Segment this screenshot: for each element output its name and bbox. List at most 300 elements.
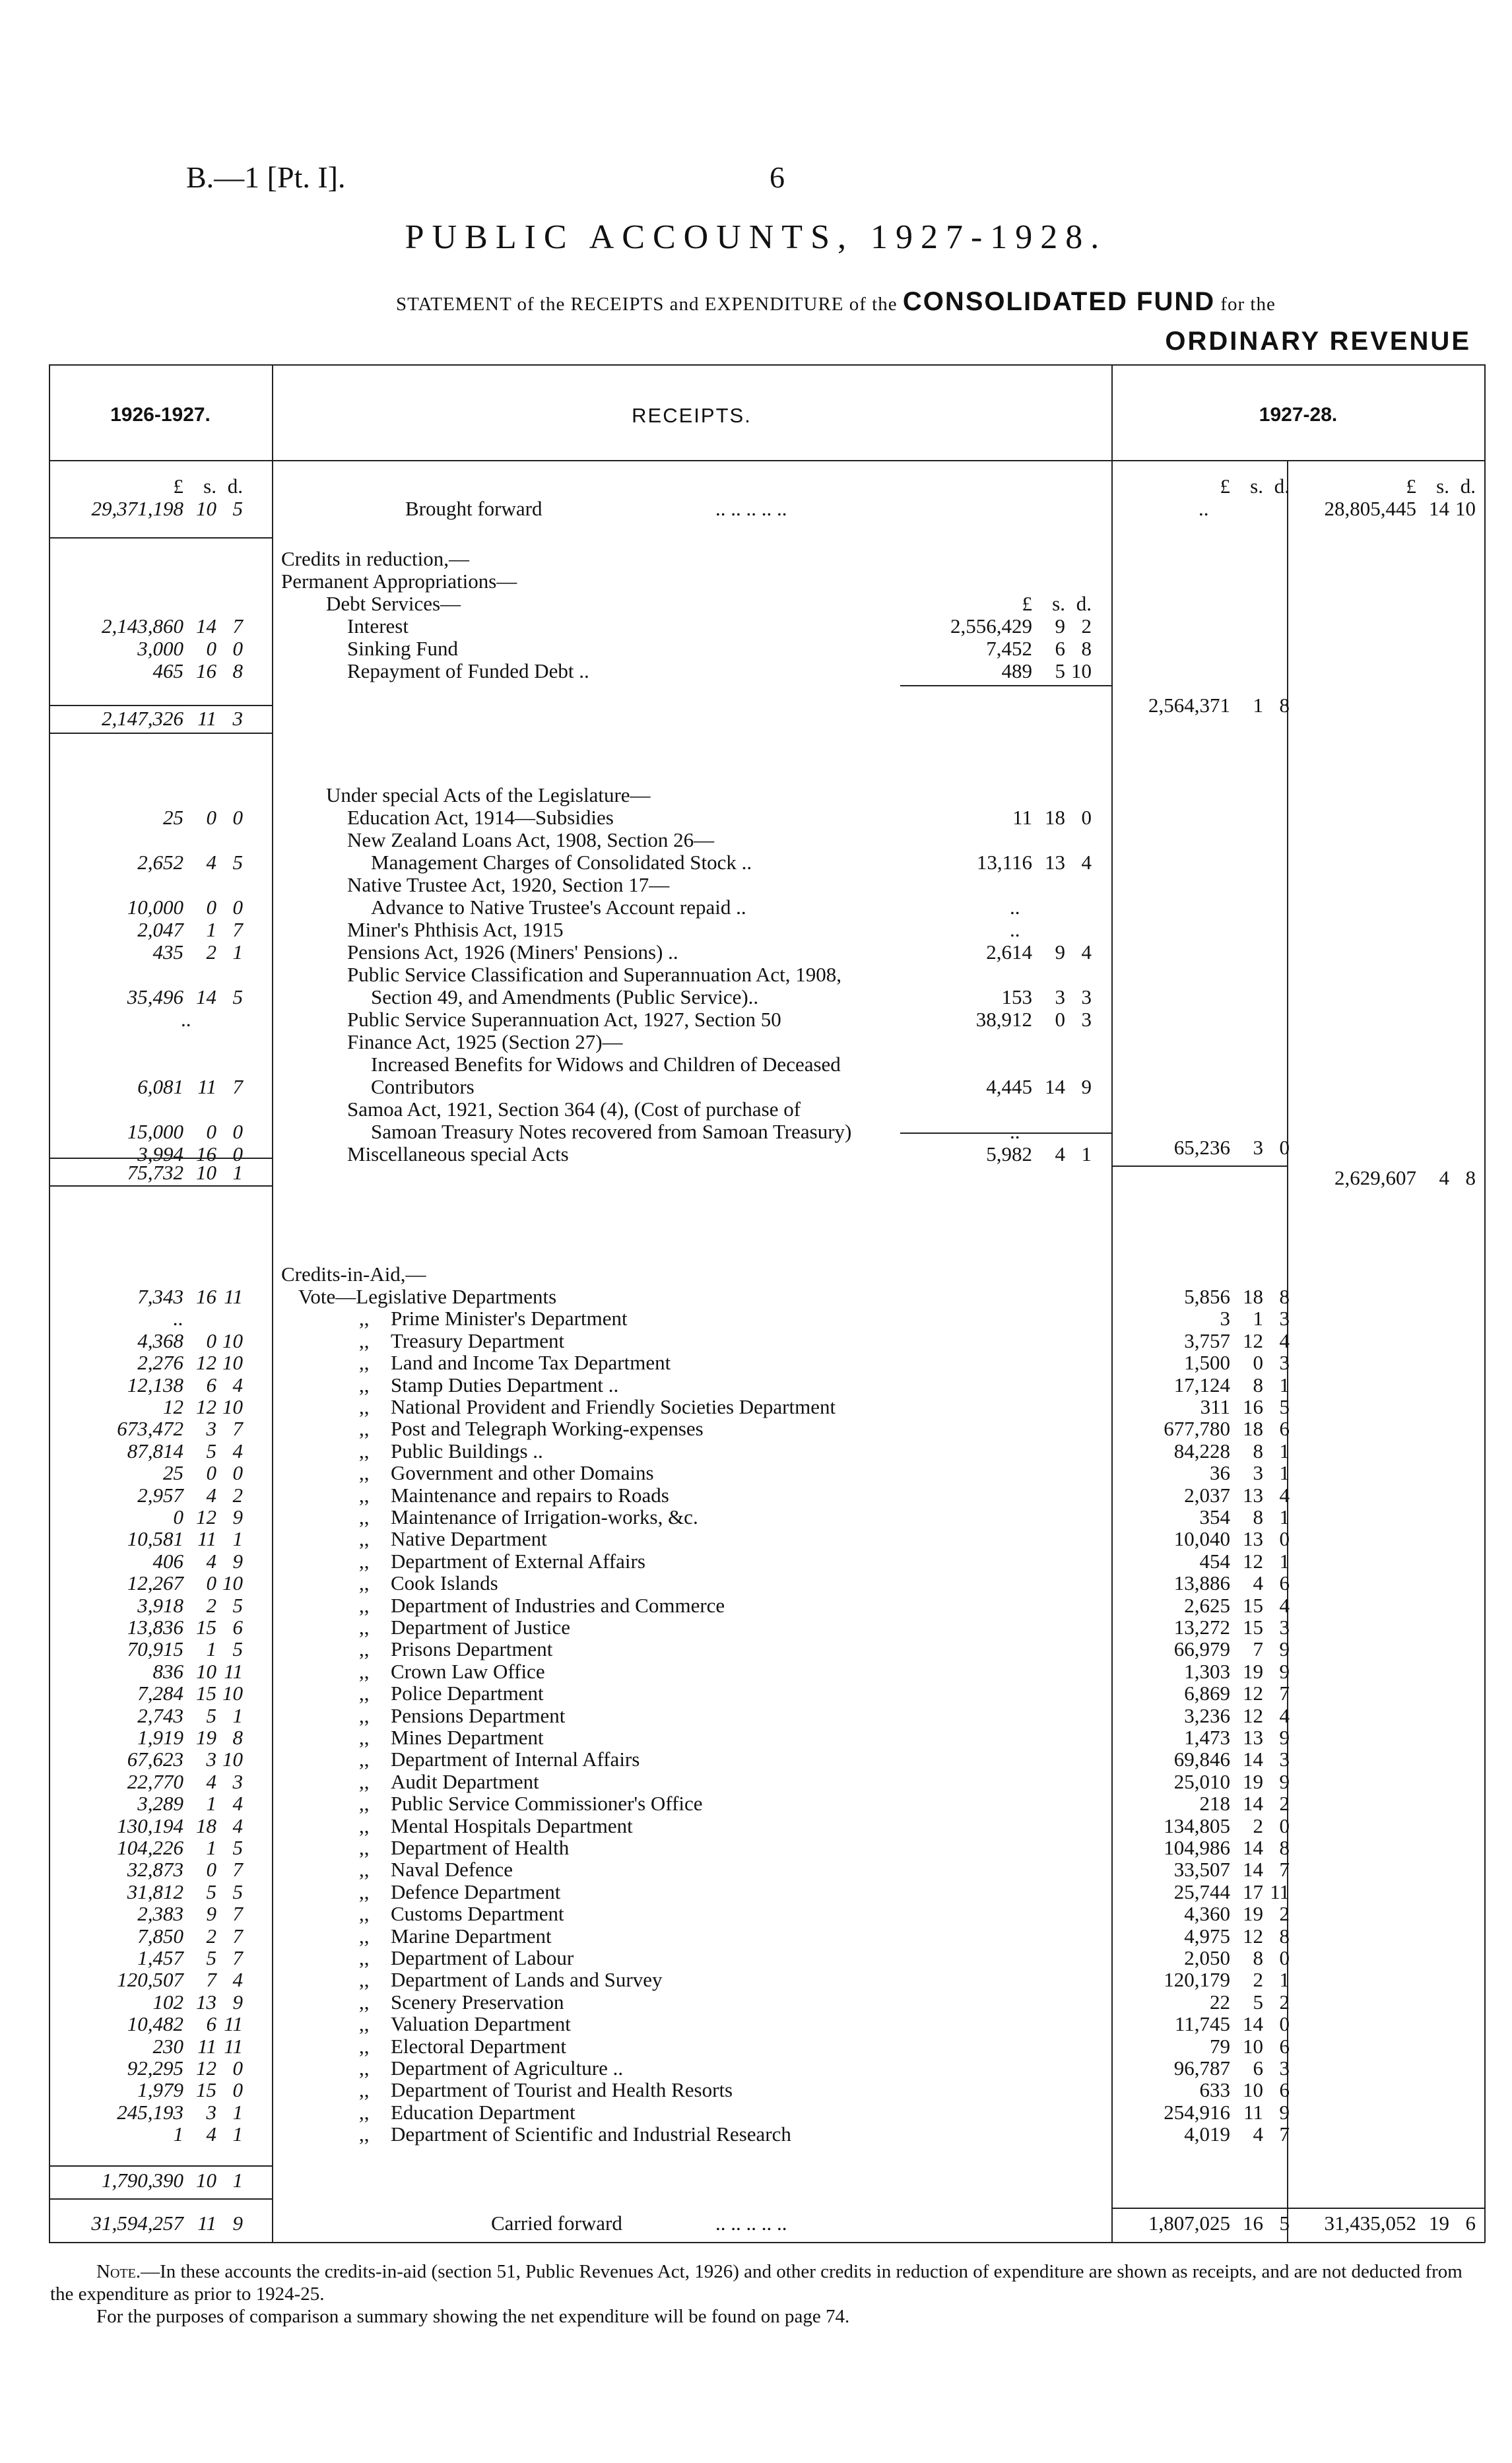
- aid-curr-11-pounds: 10,040: [1173, 1527, 1230, 1551]
- aid-prev-12: [51, 1550, 243, 1573]
- aid-curr-17: [1098, 1660, 1290, 1683]
- special-sub-9: [900, 1008, 1092, 1031]
- aid-prev-14-shillings: 2: [206, 1593, 216, 1617]
- aid-curr-15-shillings: 15: [1243, 1616, 1263, 1639]
- special-prev-rule-2: [49, 1185, 272, 1187]
- debt-prev-2-pence: 8: [232, 659, 243, 682]
- currency-outer: [1284, 475, 1476, 498]
- aid-prev-11-pence: 1: [232, 1527, 243, 1551]
- aid-curr-24-shillings: 2: [1253, 1814, 1263, 1837]
- debt-prev-rule-2: [49, 733, 272, 734]
- note-lead: Note.: [96, 2261, 141, 2282]
- aid-curr-17-shillings: 19: [1243, 1659, 1263, 1683]
- aid-curr-30-shillings: 8: [1253, 1946, 1263, 1969]
- aid-prev-16-shillings: 1: [206, 1637, 216, 1661]
- special-sub-8-pounds: 153: [1001, 985, 1032, 1008]
- special-prev-4-shillings: 0: [206, 896, 216, 919]
- special-prev-5: [51, 919, 243, 941]
- aid-prev-rule-2: [49, 2198, 272, 2200]
- special-sub-2-pence: 4: [1081, 851, 1092, 874]
- special-prev-5-pence: 7: [232, 918, 243, 941]
- aid-prev-30-pence: 7: [232, 1946, 243, 1969]
- aid-ditto-27: ,,: [359, 1880, 370, 1903]
- aid-prev-26-pounds: 32,873: [127, 1858, 183, 1882]
- aid-label-6: Post and Telegraph Working-expenses: [391, 1417, 704, 1441]
- aid-curr-29-pence: 8: [1279, 1924, 1290, 1948]
- aid-prev-0-pounds: 7,343: [137, 1285, 183, 1308]
- special-line-8: Section 49, and Amendments (Public Service)..: [371, 985, 759, 1008]
- perm-heading: Permanent Appropriations—: [281, 570, 517, 593]
- credits-heading: Credits in reduction,—: [281, 547, 469, 570]
- aid-curr-25-pence: 8: [1279, 1836, 1290, 1859]
- aid-label-27: Defence Department: [391, 1880, 561, 1903]
- debt-label-0: Interest: [347, 614, 409, 638]
- aid-ditto-30: ,,: [359, 1946, 370, 1969]
- special-prev-0: [51, 806, 243, 829]
- aid-curr-13-pence: 6: [1279, 1571, 1290, 1595]
- aid-curr-10: [1098, 1506, 1290, 1528]
- special-sub-15-shillings: 4: [1055, 1142, 1065, 1166]
- special-line-1: New Zealand Loans Act, 1908, Section 26—: [347, 828, 715, 851]
- special-sub-2: [900, 851, 1092, 874]
- aid-prev-36: [51, 2079, 243, 2101]
- aid-prev-22-shillings: 4: [206, 1769, 216, 1793]
- aid-curr-31-pounds: 120,179: [1164, 1968, 1230, 1992]
- special-sub-0: [900, 806, 1092, 829]
- aid-curr-5-shillings: 16: [1243, 1395, 1263, 1418]
- currency-inner-pence: d.: [1274, 475, 1290, 498]
- aid-prev-24-shillings: 18: [196, 1814, 216, 1837]
- aid-prev-3-shillings: 12: [196, 1351, 216, 1375]
- aid-prev-24-pounds: 130,194: [117, 1814, 183, 1837]
- aid-prev-17-shillings: 10: [196, 1659, 216, 1683]
- cf-prev-pounds: 31,594,257: [91, 2212, 183, 2235]
- aid-prev-4: [51, 1374, 243, 1396]
- aid-curr-13-pounds: 13,886: [1173, 1571, 1230, 1595]
- top-rule: [49, 364, 1485, 366]
- special-line-5: Miner's Phthisis Act, 1915: [347, 918, 564, 941]
- aid-prev-29: [51, 1925, 243, 1948]
- aid-prev-4-pence: 4: [232, 1373, 243, 1396]
- aid-prev-5-pounds: 12: [163, 1395, 183, 1418]
- special-sub-rule: [900, 1133, 1111, 1134]
- aid-curr-28-pounds: 4,360: [1184, 1902, 1230, 1926]
- aid-prev-31: [51, 1969, 243, 1991]
- currency-inner-shillings: s.: [1250, 475, 1263, 498]
- aid-curr-21-shillings: 14: [1243, 1748, 1263, 1771]
- currency-sub-pence: d.: [1076, 592, 1092, 615]
- aid-curr-9-pounds: 2,037: [1184, 1483, 1230, 1507]
- currency-sub-shillings: s.: [1052, 592, 1065, 615]
- aid-curr-5: [1098, 1396, 1290, 1418]
- aid-label-13: Cook Islands: [391, 1571, 498, 1595]
- aid-curr-5-pence: 5: [1279, 1395, 1290, 1418]
- aid-curr-32-pence: 2: [1279, 1990, 1290, 2014]
- aid-prev-15-pence: 6: [232, 1616, 243, 1639]
- aid-curr-14-pence: 4: [1279, 1593, 1290, 1617]
- aid-curr-26: [1098, 1858, 1290, 1881]
- aid-prev-32-pounds: 102: [152, 1990, 183, 2014]
- aid-curr-27-shillings: 17: [1243, 1880, 1263, 1903]
- debt-sub-0-pounds: 2,556,429: [950, 614, 1032, 638]
- aid-ditto-20: ,,: [359, 1726, 370, 1749]
- special-prev-0-pounds: 25: [163, 806, 183, 829]
- aid-label-26: Naval Defence: [391, 1858, 513, 1882]
- aid-curr-35-shillings: 6: [1253, 2056, 1263, 2080]
- aid-label-25: Department of Health: [391, 1836, 570, 1859]
- special-prev-total: [51, 1162, 243, 1184]
- aid-curr-37-pounds: 254,916: [1164, 2100, 1230, 2124]
- special-sub-9-shillings: 0: [1055, 1008, 1065, 1031]
- bf-outer-shillings: 14: [1429, 497, 1449, 520]
- aid-prev-5: [51, 1396, 243, 1418]
- aid-curr-25-pounds: 104,986: [1164, 1836, 1230, 1859]
- special-sub-8-pence: 3: [1081, 985, 1092, 1008]
- aid-prev-34-pence: 11: [224, 2034, 243, 2058]
- aid-label-7: Public Buildings ..: [391, 1439, 543, 1462]
- currency-prev-pence: d.: [227, 475, 243, 498]
- cf-prev-shillings: 11: [197, 2212, 216, 2235]
- aid-curr-15-pounds: 13,272: [1173, 1616, 1230, 1639]
- aid-ditto-36: ,,: [359, 2078, 370, 2102]
- bf-outer-pounds: 28,805,445: [1324, 497, 1416, 520]
- special-line-13: Samoa Act, 1921, Section 364 (4), (Cost of purchase of: [347, 1098, 801, 1121]
- aid-prev-0: [51, 1286, 243, 1308]
- aid-curr-6-shillings: 18: [1243, 1417, 1263, 1441]
- aid-curr-38-shillings: 4: [1253, 2122, 1263, 2146]
- debt-total-pence: 8: [1279, 694, 1290, 717]
- aid-prev-15-pounds: 13,836: [127, 1616, 183, 1639]
- aid-curr-16-shillings: 7: [1253, 1637, 1263, 1661]
- aid-prev-28: [51, 1903, 243, 1925]
- aid-curr-12-pence: 1: [1279, 1549, 1290, 1573]
- special-prev-6-pence: 1: [232, 940, 243, 964]
- special-line-4: Advance to Native Trustee's Account repaid ..: [371, 896, 746, 919]
- aid-curr-34: [1098, 2035, 1290, 2058]
- debt-prev-2-pounds: 465: [152, 659, 183, 682]
- debt-prev-0: [51, 615, 243, 638]
- debt-sub-2-pence: 10: [1071, 659, 1092, 682]
- aid-label-3: Land and Income Tax Department: [391, 1351, 671, 1375]
- aid-curr-11-pence: 0: [1279, 1527, 1290, 1551]
- cf-prev: [51, 2212, 243, 2235]
- currency-sub: [900, 593, 1092, 615]
- special-line-7: Public Service Classification and Superannuation Act, 1908,: [347, 963, 842, 986]
- aid-ditto-7: ,,: [359, 1439, 370, 1462]
- aid-curr-1: [1098, 1307, 1290, 1330]
- aid-prev-2-shillings: 0: [206, 1329, 216, 1352]
- aid-prev-28-shillings: 9: [206, 1902, 216, 1926]
- debt-sub-1-pounds: 7,452: [986, 637, 1032, 660]
- aid-prev-total: [51, 2169, 243, 2192]
- aid-ditto-6: ,,: [359, 1417, 370, 1441]
- col-curr-year: 1927-28.: [1259, 404, 1338, 426]
- special-sub-15-pence: 1: [1081, 1142, 1092, 1166]
- aid-prev-10-pence: 9: [232, 1505, 243, 1528]
- cf-outer-pounds: 31,435,052: [1324, 2212, 1416, 2235]
- special-prev-15-pounds: 3,994: [137, 1142, 183, 1166]
- aid-prev-35-pence: 0: [232, 2056, 243, 2080]
- aid-prev-7-shillings: 5: [206, 1439, 216, 1462]
- aid-prev-7-pounds: 87,814: [127, 1439, 183, 1462]
- aid-ditto-29: ,,: [359, 1924, 370, 1948]
- bf-prev-shillings: 10: [196, 497, 216, 520]
- aid-prev-27-shillings: 5: [206, 1880, 216, 1903]
- aid-prev-1-value: ..: [173, 1307, 183, 1330]
- aid-curr-18: [1098, 1682, 1290, 1705]
- aid-label-14: Department of Industries and Commerce: [391, 1593, 725, 1617]
- special-prev-5-shillings: 1: [206, 918, 216, 941]
- special-prev-total-pounds: 75,732: [127, 1161, 183, 1184]
- bf-label: Brought forward: [405, 497, 542, 520]
- special-prev-6: [51, 941, 243, 964]
- aid-prev-22-pence: 3: [232, 1769, 243, 1793]
- special-prev-8: [51, 986, 243, 1008]
- aid-prev-20: [51, 1726, 243, 1749]
- debt-prev-0-pence: 7: [232, 614, 243, 638]
- aid-prev-10-pounds: 0: [173, 1505, 183, 1528]
- cf-outer-shillings: 19: [1429, 2212, 1449, 2235]
- aid-prev-6-pence: 7: [232, 1417, 243, 1441]
- aid-curr-8-pence: 1: [1279, 1461, 1290, 1485]
- aid-prev-18: [51, 1682, 243, 1705]
- aid-curr-1-pounds: 3: [1220, 1307, 1230, 1330]
- aid-curr-9-shillings: 13: [1243, 1483, 1263, 1507]
- aid-ditto-15: ,,: [359, 1616, 370, 1639]
- debt-prev-0-pounds: 2,143,860: [102, 614, 183, 638]
- aid-curr-36-pence: 6: [1279, 2078, 1290, 2102]
- debt-prev-1-shillings: 0: [206, 637, 216, 660]
- aid-curr-14-pounds: 2,625: [1184, 1593, 1230, 1617]
- special-prev-12: [51, 1076, 243, 1098]
- aid-label-5: National Provident and Friendly Societies Department: [391, 1395, 836, 1418]
- aid-curr-33-pence: 0: [1279, 2012, 1290, 2036]
- special-line-3: Native Trustee Act, 1920, Section 17—: [347, 873, 670, 896]
- aid-prev-29-shillings: 2: [206, 1924, 216, 1948]
- aid-curr-19-shillings: 12: [1243, 1703, 1263, 1727]
- aid-label-10: Maintenance of Irrigation-works, &c.: [391, 1505, 698, 1528]
- aid-prev-34-pounds: 230: [152, 2034, 183, 2058]
- aid-prev-4-shillings: 6: [206, 1373, 216, 1396]
- aid-prev-38-shillings: 4: [206, 2122, 216, 2146]
- aid-curr-3-pounds: 1,500: [1184, 1351, 1230, 1375]
- currency-prev-shillings: s.: [203, 475, 216, 498]
- aid-prev-37-pounds: 245,193: [117, 2100, 183, 2124]
- aid-prev-37-shillings: 3: [206, 2100, 216, 2124]
- special-sub-dots-5: ..: [1010, 918, 1020, 941]
- special-line-11: Increased Benefits for Widows and Children of Deceased: [371, 1053, 841, 1076]
- aid-curr-11-shillings: 13: [1243, 1527, 1263, 1551]
- aid-label-1: Prime Minister's Department: [391, 1307, 628, 1330]
- aid-curr-22-shillings: 19: [1243, 1769, 1263, 1793]
- aid-curr-28: [1098, 1903, 1290, 1925]
- aid-prev-rule: [49, 2165, 272, 2167]
- aid-curr-30-pence: 0: [1279, 1946, 1290, 1969]
- aid-prev-12-pence: 9: [232, 1549, 243, 1573]
- aid-prev-3-pence: 10: [222, 1351, 243, 1375]
- bf-prev: [51, 498, 243, 520]
- aid-curr-34-pounds: 79: [1210, 2034, 1230, 2058]
- aid-curr-16-pence: 9: [1279, 1637, 1290, 1661]
- aid-prev-25-pounds: 104,226: [117, 1836, 183, 1859]
- aid-prev-35-shillings: 12: [196, 2056, 216, 2080]
- debt-prev-2: [51, 660, 243, 682]
- aid-prev-30-shillings: 5: [206, 1946, 216, 1969]
- aid-curr-38-pence: 7: [1279, 2122, 1290, 2146]
- special-prev-5-pounds: 2,047: [137, 918, 183, 941]
- aid-prev-3-pounds: 2,276: [137, 1351, 183, 1375]
- aid-curr-33: [1098, 2013, 1290, 2035]
- aid-prev-11: [51, 1528, 243, 1550]
- special-prev-6-pounds: 435: [152, 940, 183, 964]
- aid-ditto-34: ,,: [359, 2034, 370, 2058]
- aid-label-15: Department of Justice: [391, 1616, 571, 1639]
- aid-prev-11-shillings: 11: [197, 1527, 216, 1551]
- rule-right: [1484, 364, 1486, 2243]
- aid-curr-35: [1098, 2057, 1290, 2080]
- aid-curr-16: [1098, 1638, 1290, 1660]
- aid-label-12: Department of External Affairs: [391, 1549, 645, 1573]
- aid-ditto-14: ,,: [359, 1593, 370, 1617]
- aid-prev-19-shillings: 5: [206, 1703, 216, 1727]
- special-prev-2-pence: 5: [232, 851, 243, 874]
- aid-ditto-23: ,,: [359, 1792, 370, 1816]
- aid-curr-31-shillings: 2: [1253, 1968, 1263, 1992]
- aid-prev-19-pounds: 2,743: [137, 1703, 183, 1727]
- special-sub-15-pounds: 5,982: [986, 1142, 1032, 1166]
- aid-prev-9-pounds: 2,957: [137, 1483, 183, 1507]
- currency-inner: [1098, 475, 1290, 498]
- special-prev-6-shillings: 2: [206, 940, 216, 964]
- aid-curr-30: [1098, 1947, 1290, 1969]
- special-total-shillings: 3: [1253, 1136, 1263, 1159]
- aid-curr-23: [1098, 1792, 1290, 1815]
- aid-ditto-2: ,,: [359, 1329, 370, 1352]
- debt-prev-2-shillings: 16: [196, 659, 216, 682]
- statement-suffix: for the: [1220, 294, 1276, 315]
- aid-curr-22-pence: 9: [1279, 1769, 1290, 1793]
- debt-label-2: Repayment of Funded Debt ..: [347, 659, 589, 682]
- aid-curr-23-shillings: 14: [1243, 1792, 1263, 1816]
- special-sub-15: [900, 1143, 1092, 1166]
- aid-prev-2-pence: 10: [222, 1329, 243, 1352]
- aid-curr-27-pounds: 25,744: [1173, 1880, 1230, 1903]
- aid-prev-20-pence: 8: [232, 1726, 243, 1749]
- aid-prev-2: [51, 1330, 243, 1352]
- debt-prev-1: [51, 638, 243, 660]
- aid-prev-2-pounds: 4,368: [137, 1329, 183, 1352]
- aid-prev-17-pence: 11: [224, 1659, 243, 1683]
- aid-curr-20-pence: 9: [1279, 1726, 1290, 1749]
- aid-curr-10-pence: 1: [1279, 1505, 1290, 1528]
- aid-prev-8-pence: 0: [232, 1461, 243, 1485]
- aid-curr-0-pence: 8: [1279, 1285, 1290, 1308]
- special-prev-14-shillings: 0: [206, 1120, 216, 1143]
- footnote: [50, 2260, 1489, 2328]
- aid-prev-27-pence: 5: [232, 1880, 243, 1903]
- special-sub-0-pounds: 11: [1012, 806, 1032, 829]
- debt-prev-total-pounds: 2,147,326: [102, 707, 183, 730]
- special-sub-12: [900, 1076, 1092, 1098]
- aid-prev-31-shillings: 7: [206, 1968, 216, 1992]
- aid-label-8: Government and other Domains: [391, 1461, 654, 1485]
- aid-label-36: Department of Tourist and Health Resorts: [391, 2078, 733, 2102]
- cf-label: Carried forward: [491, 2212, 622, 2235]
- special-grand-shillings: 4: [1439, 1166, 1449, 1189]
- aid-curr-31-pence: 1: [1279, 1968, 1290, 1992]
- aid-curr-11: [1098, 1528, 1290, 1550]
- special-sub-6: [900, 941, 1092, 964]
- aid-prev-12-shillings: 4: [206, 1549, 216, 1573]
- aid-prev-37: [51, 2101, 243, 2124]
- aid-prev-25: [51, 1837, 243, 1859]
- aid-curr-29-pounds: 4,975: [1184, 1924, 1230, 1948]
- statement-prefix: STATEMENT of the RECEIPTS and EXPENDITURE of the: [396, 294, 898, 315]
- special-line-6: Pensions Act, 1926 (Miners' Pensions) ..: [347, 940, 678, 964]
- aid-ditto-31: ,,: [359, 1968, 370, 1992]
- aid-curr-26-shillings: 14: [1243, 1858, 1263, 1882]
- special-total: [1098, 1136, 1290, 1159]
- aid-curr-24: [1098, 1815, 1290, 1837]
- aid-prev-22-pounds: 22,770: [127, 1769, 183, 1793]
- aid-label-30: Department of Labour: [391, 1946, 574, 1969]
- bf-outer-pence: 10: [1455, 497, 1476, 520]
- aid-curr-0-shillings: 18: [1243, 1285, 1263, 1308]
- aid-prev-total-pence: 1: [232, 2168, 243, 2192]
- aid-prev-21: [51, 1748, 243, 1771]
- debt-prev-total-pence: 3: [232, 707, 243, 730]
- aid-curr-18-shillings: 12: [1243, 1682, 1263, 1705]
- debt-sub-2-pounds: 489: [1001, 659, 1032, 682]
- aid-prev-32-pence: 9: [232, 1990, 243, 2014]
- aid-label-35: Department of Agriculture ..: [391, 2056, 624, 2080]
- debt-heading: Debt Services—: [326, 592, 461, 615]
- aid-prev-4-pounds: 12,138: [127, 1373, 183, 1396]
- aid-ditto-22: ,,: [359, 1769, 370, 1793]
- aid-curr-37-shillings: 11: [1243, 2100, 1263, 2124]
- aid-prev-5-shillings: 12: [196, 1395, 216, 1418]
- aid-prev-24: [51, 1815, 243, 1837]
- aid-curr-22: [1098, 1771, 1290, 1793]
- aid-prev-35: [51, 2057, 243, 2080]
- aid-label-32: Scenery Preservation: [391, 1990, 564, 2014]
- special-sub-6-shillings: 9: [1055, 940, 1065, 964]
- cf-prev-pence: 9: [232, 2212, 243, 2235]
- aid-ditto-28: ,,: [359, 1902, 370, 1926]
- aid-curr-1-pence: 3: [1279, 1307, 1290, 1330]
- aid-curr-25: [1098, 1837, 1290, 1859]
- aid-ditto-33: ,,: [359, 2012, 370, 2036]
- aid-prev-19-pence: 1: [232, 1703, 243, 1727]
- aid-prev-7-pence: 4: [232, 1439, 243, 1462]
- aid-prev-29-pence: 7: [232, 1924, 243, 1948]
- aid-prev-28-pence: 7: [232, 1902, 243, 1926]
- aid-label-23: Public Service Commissioner's Office: [391, 1792, 703, 1816]
- aid-curr-21-pence: 3: [1279, 1748, 1290, 1771]
- special-prev-total-shillings: 10: [196, 1161, 216, 1184]
- special-prev-14-pence: 0: [232, 1120, 243, 1143]
- aid-curr-4: [1098, 1374, 1290, 1396]
- aid-curr-29: [1098, 1925, 1290, 1948]
- aid-ditto-19: ,,: [359, 1703, 370, 1727]
- debt-sub-0-shillings: 9: [1055, 614, 1065, 638]
- special-line-9: Public Service Superannuation Act, 1927, Section 50: [347, 1008, 781, 1031]
- aid-prev-32: [51, 1991, 243, 2014]
- aid-ditto-3: ,,: [359, 1351, 370, 1375]
- aid-curr-17-pounds: 1,303: [1184, 1659, 1230, 1683]
- aid-label-2: Treasury Department: [391, 1329, 565, 1352]
- aid-curr-32-shillings: 5: [1253, 1990, 1263, 2014]
